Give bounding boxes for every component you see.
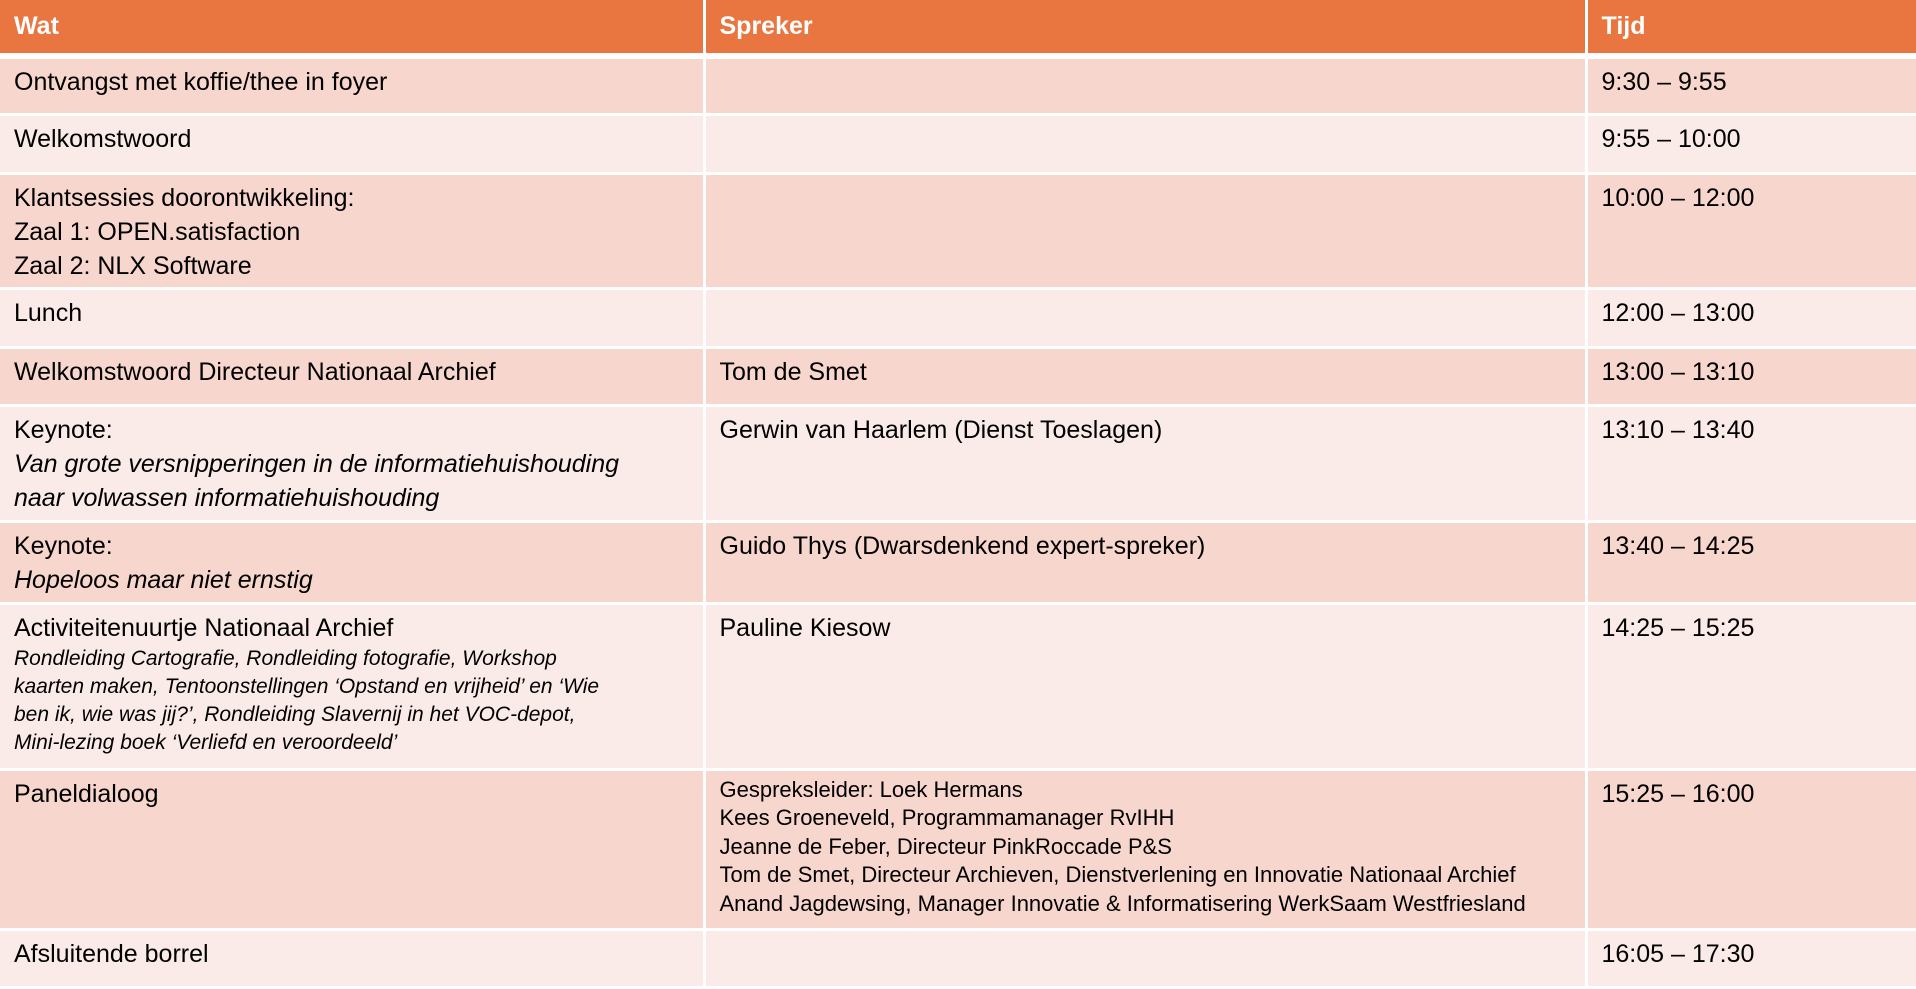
time-text: 10:00 – 12:00 xyxy=(1601,183,1755,212)
time-text: 15:25 – 16:00 xyxy=(1601,779,1755,808)
cell-time xyxy=(1586,929,1916,987)
time-text: 13:00 – 13:10 xyxy=(1601,357,1755,386)
cell-what xyxy=(0,347,704,405)
what-text: Welkomstwoord xyxy=(14,124,192,153)
speaker-text: Kees Groeneveld, Programmamanager RvIHH xyxy=(719,805,1175,830)
what-italic-text: Hopeloos maar niet ernstig xyxy=(14,565,313,594)
cell-time xyxy=(1586,769,1916,929)
cell-time xyxy=(1586,114,1916,173)
what-text: Lunch xyxy=(14,298,83,327)
time-text: 14:25 – 15:25 xyxy=(1601,613,1755,642)
cell-time xyxy=(1586,405,1916,521)
table-row xyxy=(0,114,1916,173)
cell-what xyxy=(0,56,704,114)
speaker-text: Gespreksleider: Loek Hermans xyxy=(719,776,1023,802)
cell-speaker xyxy=(704,347,1586,405)
time-text: 16:05 – 17:30 xyxy=(1601,939,1755,968)
cell-what xyxy=(0,173,704,288)
cell-speaker xyxy=(704,521,1586,603)
what-italic-text: Van grote versnipperingen in de informatiehuishouding xyxy=(14,449,620,478)
time-text: 12:00 – 13:00 xyxy=(1601,298,1755,327)
table-row xyxy=(0,603,1916,769)
cell-what xyxy=(0,521,704,603)
header-speaker: Spreker xyxy=(704,0,1586,56)
time-text: 9:55 – 10:00 xyxy=(1601,124,1741,153)
header-row xyxy=(0,0,1916,56)
time-text: 9:30 – 9:55 xyxy=(1601,68,1727,96)
cell-what xyxy=(0,603,704,769)
table-row xyxy=(0,521,1916,603)
cell-time xyxy=(1586,347,1916,405)
cell-what xyxy=(0,769,704,929)
header-what: Wat xyxy=(0,0,704,56)
speaker-text: Anand Jagdewsing, Manager Innovatie & Informatisering WerkSaam Westfriesland xyxy=(719,890,1526,916)
table-row xyxy=(0,929,1916,987)
cell-speaker xyxy=(704,603,1586,769)
cell-speaker xyxy=(704,173,1586,288)
cell-time xyxy=(1586,521,1916,603)
what-text: Zaal 1: OPEN.satisfaction xyxy=(14,217,301,246)
cell-time xyxy=(1586,173,1916,288)
cell-speaker xyxy=(704,769,1586,929)
table-row xyxy=(0,405,1916,521)
what-text: Activiteitenuurtje Nationaal Archief xyxy=(14,613,394,642)
what-text: Welkomstwoord Directeur Nationaal Archief xyxy=(14,357,496,386)
header-time: Tijd xyxy=(1586,0,1916,56)
table-row xyxy=(0,56,1916,114)
cell-speaker xyxy=(704,929,1586,987)
cell-speaker xyxy=(704,405,1586,521)
cell-time xyxy=(1586,56,1916,114)
speaker-text: Tom de Smet xyxy=(719,357,867,386)
what-text: Keynote: xyxy=(14,415,113,444)
speaker-text: Gerwin van Haarlem (Dienst Toeslagen) xyxy=(719,415,1163,444)
cell-time xyxy=(1586,288,1916,347)
what-small-italic-text: ben ik, wie was jij?’, Rondleiding Slavernij in het VOC-depot, xyxy=(14,702,576,726)
what-small-italic-text: kaarten maken, Tentoonstellingen ‘Opstand en vrijheid’ en ‘Wie xyxy=(14,674,600,698)
table-row xyxy=(0,769,1916,929)
speaker-text: Tom de Smet, Directeur Archieven, Dienstverlening en Innovatie Nationaal Archief xyxy=(719,862,1516,887)
what-text: Klantsessies doorontwikkeling: xyxy=(14,183,355,212)
what-text: Zaal 2: NLX Software xyxy=(14,251,252,280)
what-text: Keynote: xyxy=(14,531,113,560)
table-row xyxy=(0,173,1916,288)
cell-what xyxy=(0,405,704,521)
cell-speaker xyxy=(704,114,1586,173)
what-small-italic-text: Rondleiding Cartografie, Rondleiding fotografie, Workshop xyxy=(14,646,557,670)
what-small-italic-text: Mini-lezing boek ‘Verliefd en veroordeeld’ xyxy=(14,730,398,754)
speaker-text: Pauline Kiesow xyxy=(719,613,891,642)
what-italic-text: naar volwassen informatiehuishouding xyxy=(14,483,440,512)
cell-what xyxy=(0,929,704,987)
table-row xyxy=(0,288,1916,347)
time-text: 13:10 – 13:40 xyxy=(1601,415,1755,444)
cell-time xyxy=(1586,603,1916,769)
speaker-text: Jeanne de Feber, Directeur PinkRoccade P&S xyxy=(719,833,1172,859)
time-text: 13:40 – 14:25 xyxy=(1601,531,1755,560)
cell-speaker xyxy=(704,56,1586,114)
speaker-text: Guido Thys (Dwarsdenkend expert-spreker) xyxy=(719,531,1206,560)
cell-speaker xyxy=(704,288,1586,347)
cell-what xyxy=(0,288,704,347)
table-row xyxy=(0,347,1916,405)
what-text: Afsluitende borrel xyxy=(14,939,209,968)
cell-what xyxy=(0,114,704,173)
what-text: Paneldialoog xyxy=(14,779,159,808)
what-text: Ontvangst met koffie/thee in foyer xyxy=(14,68,388,96)
